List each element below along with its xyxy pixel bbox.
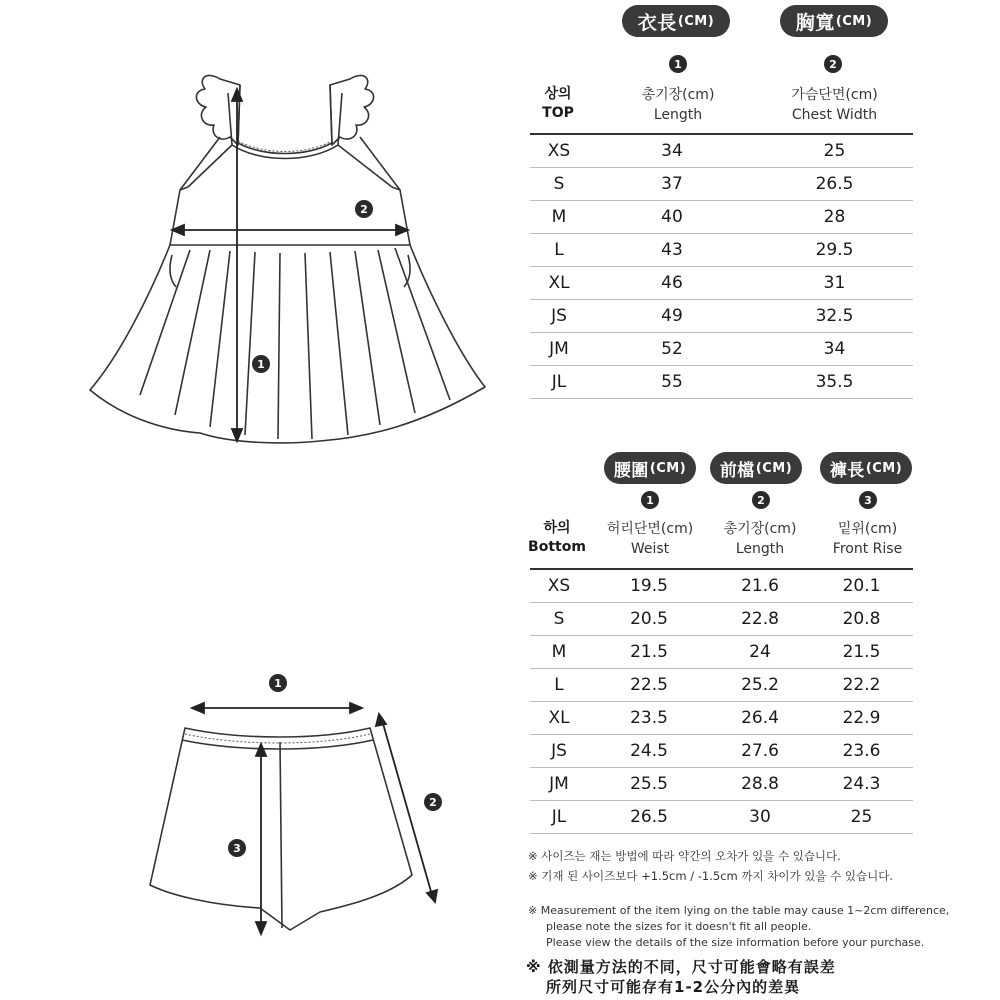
value-cell: 22.5	[588, 669, 710, 702]
value-cell: 28	[756, 201, 913, 234]
col-header-en: Weist	[630, 541, 670, 557]
table-row	[530, 333, 913, 366]
value-cell: 21.5	[810, 636, 913, 669]
value-cell: 22.2	[810, 669, 913, 702]
dress-length-marker: 1	[252, 355, 270, 373]
pill-unit: (CM)	[865, 460, 903, 476]
col-header-ko: 총기장(cm)	[641, 87, 715, 103]
top-label-ko: 상의	[544, 86, 572, 102]
value-cell: 28.8	[710, 768, 810, 801]
note-cn-2: 所列尺寸可能存有1-2公分內的差異	[546, 978, 801, 996]
table-row	[530, 669, 913, 702]
top-col1-number: 1	[669, 55, 687, 73]
value-cell: 46	[588, 267, 756, 300]
value-cell: 35.5	[756, 366, 913, 399]
shorts-diagram	[130, 690, 450, 970]
table-row	[530, 702, 913, 735]
size-cell: M	[530, 636, 588, 669]
value-cell: 21.5	[588, 636, 710, 669]
top-label-en: TOP	[542, 105, 574, 121]
table-row	[530, 267, 913, 300]
top-col1-header	[600, 85, 756, 125]
value-cell: 26.5	[756, 168, 913, 201]
dress-chest-marker: 2	[355, 200, 373, 218]
col-header-ko: 가슴단면(cm)	[791, 87, 878, 103]
value-cell: 20.8	[810, 603, 913, 636]
size-cell: JL	[530, 366, 588, 399]
bottom-col1-number: 1	[641, 491, 659, 509]
value-cell: 24.5	[588, 735, 710, 768]
pill-label: 前檔	[719, 460, 755, 481]
bottom-col2-header	[705, 519, 815, 559]
value-cell: 31	[756, 267, 913, 300]
bottom-label-en: Bottom	[528, 539, 586, 555]
value-cell: 27.6	[710, 735, 810, 768]
value-cell: 26.4	[710, 702, 810, 735]
pill-unit: (CM)	[677, 13, 715, 29]
pill-label: 腰圍	[613, 460, 649, 481]
value-cell: 43	[588, 234, 756, 267]
value-cell: 30	[710, 801, 810, 834]
note-cn-1: ※ 依測量方法的不同，尺寸可能會略有誤差	[526, 958, 836, 976]
col-header-ko: 허리단면(cm)	[606, 521, 694, 537]
bottom-col3-number: 3	[859, 491, 877, 509]
pill-label: 胸寬	[795, 11, 835, 34]
size-cell: L	[530, 234, 588, 267]
col-header-en: Front Rise	[832, 541, 903, 557]
table-row	[530, 134, 913, 168]
table-row	[530, 366, 913, 399]
size-cell: XS	[530, 569, 588, 603]
value-cell: 25	[810, 801, 913, 834]
note-en-1: ※ Measurement of the item lying on the table may cause 1~2cm difference,	[528, 904, 950, 917]
top-length-pill	[622, 5, 730, 37]
size-cell: JM	[530, 333, 588, 366]
shorts-rise-marker: 3	[228, 839, 246, 857]
size-cell: M	[530, 201, 588, 234]
size-cell: JM	[530, 768, 588, 801]
size-cell: XL	[530, 702, 588, 735]
table-row	[530, 636, 913, 669]
note-en-2: please note the sizes for it doesn't fit all people.	[546, 920, 812, 933]
table-row	[530, 735, 913, 768]
shorts-waist-marker: 1	[269, 674, 287, 692]
value-cell: 24	[710, 636, 810, 669]
pill-unit: (CM)	[755, 460, 793, 476]
col-header-en: Length	[653, 107, 703, 123]
top-col2-header	[756, 85, 913, 125]
bottom-rise-pill	[710, 452, 802, 484]
size-cell: XL	[530, 267, 588, 300]
bottom-row-label	[526, 519, 588, 557]
value-cell: 20.1	[810, 569, 913, 603]
value-cell: 34	[588, 134, 756, 168]
table-row	[530, 603, 913, 636]
table-row	[530, 768, 913, 801]
value-cell: 25.2	[710, 669, 810, 702]
col-header-en: Length	[735, 541, 785, 557]
col-header-en: Chest Width	[791, 107, 878, 123]
pill-label: 褲長	[829, 460, 865, 481]
note-en-3: Please view the details of the size information before your purchase.	[546, 936, 925, 949]
bottom-length-pill	[820, 452, 912, 484]
table-row	[530, 300, 913, 333]
table-row	[530, 801, 913, 834]
value-cell: 23.6	[810, 735, 913, 768]
shorts-length-marker: 2	[424, 793, 442, 811]
size-cell: XS	[530, 134, 588, 168]
value-cell: 21.6	[710, 569, 810, 603]
value-cell: 55	[588, 366, 756, 399]
value-cell: 37	[588, 168, 756, 201]
value-cell: 49	[588, 300, 756, 333]
table-row	[530, 168, 913, 201]
bottom-waist-pill	[604, 452, 696, 484]
value-cell: 22.9	[810, 702, 913, 735]
bottom-col3-header	[815, 519, 920, 559]
value-cell: 40	[588, 201, 756, 234]
value-cell: 19.5	[588, 569, 710, 603]
col-header-ko: 밑위(cm)	[837, 521, 898, 537]
value-cell: 24.3	[810, 768, 913, 801]
pill-label: 衣長	[637, 11, 677, 34]
size-cell: L	[530, 669, 588, 702]
value-cell: 25.5	[588, 768, 710, 801]
value-cell: 22.8	[710, 603, 810, 636]
value-cell: 23.5	[588, 702, 710, 735]
bottom-size-table	[530, 568, 913, 834]
value-cell: 34	[756, 333, 913, 366]
value-cell: 20.5	[588, 603, 710, 636]
top-chest-pill	[780, 5, 888, 37]
table-row	[530, 201, 913, 234]
bottom-col2-number: 2	[752, 491, 770, 509]
value-cell: 29.5	[756, 234, 913, 267]
top-col2-number: 2	[824, 55, 842, 73]
size-cell: S	[530, 168, 588, 201]
size-cell: JL	[530, 801, 588, 834]
value-cell: 26.5	[588, 801, 710, 834]
value-cell: 52	[588, 333, 756, 366]
note-ko-2: ※ 기재 된 사이즈보다 +1.5cm / -1.5cm 까지 차이가 있을 수 있습니다.	[528, 869, 893, 883]
bottom-col1-header	[595, 519, 705, 559]
top-size-table	[530, 133, 913, 399]
table-row	[530, 569, 913, 603]
size-cell: JS	[530, 300, 588, 333]
top-row-label	[530, 85, 586, 123]
note-ko-1: ※ 사이즈는 재는 방법에 따라 약간의 오차가 있을 수 있습니다.	[528, 849, 841, 863]
pill-unit: (CM)	[649, 460, 687, 476]
table-row	[530, 234, 913, 267]
bottom-label-ko: 하의	[543, 520, 571, 536]
dress-diagram	[80, 65, 500, 455]
size-cell: S	[530, 603, 588, 636]
col-header-ko: 총기장(cm)	[723, 521, 797, 537]
value-cell: 32.5	[756, 300, 913, 333]
size-cell: JS	[530, 735, 588, 768]
value-cell: 25	[756, 134, 913, 168]
pill-unit: (CM)	[835, 13, 873, 29]
